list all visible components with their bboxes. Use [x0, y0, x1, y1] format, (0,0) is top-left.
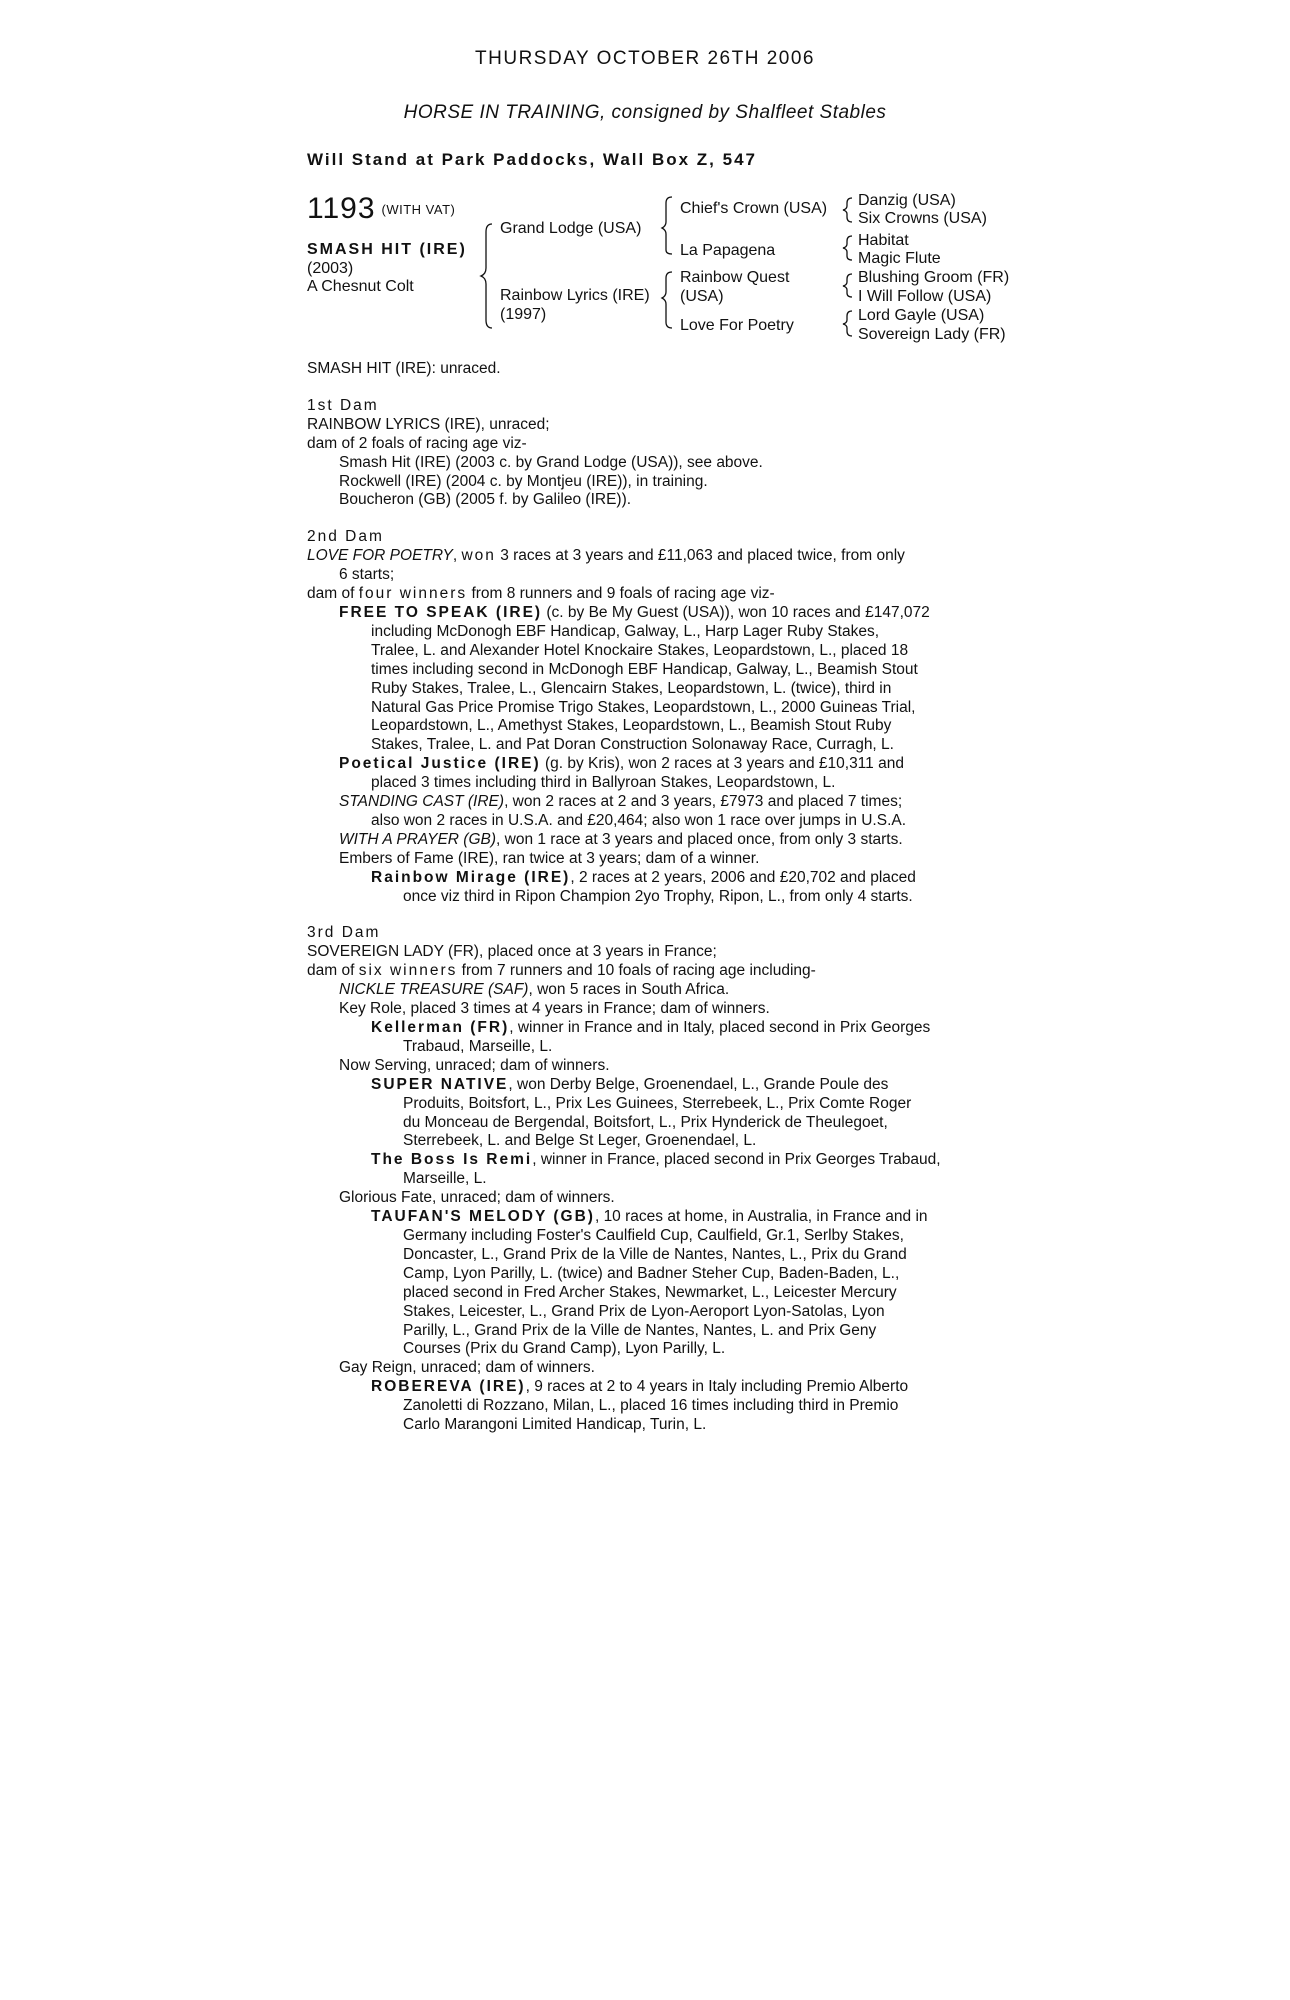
produce-entry: Rainbow Mirage (IRE), 2 races at 2 years, 2006 and £20,702 and placed	[371, 868, 916, 886]
race-summary: SMASH HIT (IRE): unraced.	[307, 360, 501, 377]
vat-note: (WITH VAT)	[381, 202, 456, 217]
second-dam-line: 6 starts;	[339, 566, 395, 584]
pedigree-g3-5: Blushing Groom (FR)	[858, 269, 1010, 286]
produce-entry: Kellerman (FR), winner in France and in Italy, placed second in Prix Georges	[371, 1019, 931, 1036]
produce-detail: Tralee, L. and Alexander Hotel Knockaire Stakes, Leopardstown, L., placed 18	[371, 641, 909, 659]
produce-entry: Embers of Fame (IRE), ran twice at 3 years; dam of a winner.	[339, 849, 760, 867]
lot-number: 1193	[307, 192, 376, 225]
produce-entry: Rockwell (IRE) (2004 c. by Montjeu (IRE)), in training.	[339, 472, 708, 490]
produce-detail: Natural Gas Price Promise Trigo Stakes, Leopardstown, L., 2000 Guineas Trial,	[371, 698, 916, 716]
pedigree-dam-line-2: (1997)	[500, 306, 547, 323]
produce-detail: Stakes, Tralee, L. and Pat Doran Construction Solonaway Race, Curragh, L.	[371, 736, 894, 754]
pedigree-sire-sire: Chief's Crown (USA)	[680, 200, 828, 217]
pedigree-dam-sire-line-1: Rainbow Quest	[680, 269, 790, 286]
pedigree-dam-sire-line-2: (USA)	[680, 288, 724, 305]
second-dam-line: dam of four winners from 8 runners and 9 foals of racing age viz-	[307, 585, 775, 603]
produce-detail: Stakes, Leicester, L., Grand Prix de Lyon-Aeroport Lyon-Satolas, Lyon	[403, 1302, 885, 1320]
third-dam-line: dam of six winners from 7 runners and 10 foals of racing age including-	[307, 962, 816, 980]
first-dam-line: dam of 2 foals of racing age viz-	[307, 434, 527, 452]
produce-entry: Glorious Fate, unraced; dam of winners.	[339, 1189, 615, 1207]
produce-entry: SUPER NATIVE, won Derby Belge, Groenendael, L., Grande Poule des	[371, 1075, 889, 1093]
first-dam-heading: 1st Dam	[307, 396, 379, 414]
third-dam-line: SOVEREIGN LADY (FR), placed once at 3 years in France;	[307, 943, 717, 961]
produce-detail: Zanoletti di Rozzano, Milan, L., placed 16 times including third in Premio	[403, 1397, 899, 1415]
produce-detail: Doncaster, L., Grand Prix de la Ville de Nantes, Nantes, L., Prix du Grand	[403, 1245, 907, 1263]
produce-entry: Smash Hit (IRE) (2003 c. by Grand Lodge (USA)), see above.	[339, 453, 763, 471]
produce-entry: STANDING CAST (IRE), won 2 races at 2 and 3 years, £7973 and placed 7 times;	[339, 793, 903, 811]
pedigree-g3-4: Magic Flute	[858, 250, 941, 267]
produce-detail: Leopardstown, L., Amethyst Stakes, Leopardstown, L., Beamish Stout Ruby	[371, 717, 892, 735]
produce-detail: once viz third in Ripon Champion 2yo Trophy, Ripon, L., from only 4 starts.	[403, 887, 913, 905]
produce-detail: times including second in McDonogh EBF Handicap, Galway, L., Beamish Stout	[371, 660, 918, 678]
first-dam-line: RAINBOW LYRICS (IRE), unraced;	[307, 415, 550, 433]
produce-detail: Courses (Prix du Grand Camp), Lyon Parilly, L.	[403, 1340, 726, 1358]
pedigree-brackets	[0, 0, 1290, 360]
produce-entry: NICKLE TREASURE (SAF), won 5 races in South Africa.	[339, 981, 730, 999]
produce-detail: including McDonogh EBF Handicap, Galway, L., Harp Lager Ruby Stakes,	[371, 622, 880, 640]
produce-detail: Ruby Stakes, Tralee, L., Glencairn Stakes, Leopardstown, L. (twice), third in	[371, 679, 892, 697]
produce-detail: also won 2 races in U.S.A. and £20,464; also won 1 race over jumps in U.S.A.	[371, 811, 907, 829]
third-dam-heading: 3rd Dam	[307, 924, 381, 942]
stand-location: Will Stand at Park Paddocks, Wall Box Z, 547	[307, 150, 757, 169]
produce-entry: ROBEREVA (IRE), 9 races at 2 to 4 years in Italy including Premio Alberto	[371, 1378, 909, 1396]
pedigree-g3-3: Habitat	[858, 232, 909, 249]
sale-date: THURSDAY OCTOBER 26TH 2006	[475, 48, 815, 69]
pedigree-dam-dam: Love For Poetry	[680, 317, 794, 334]
pedigree-g3-6: I Will Follow (USA)	[858, 288, 992, 305]
produce-detail: Camp, Lyon Parilly, L. (twice) and Badner Steher Cup, Baden-Baden, L.,	[403, 1264, 900, 1282]
second-dam-heading: 2nd Dam	[307, 528, 384, 546]
produce-entry: WITH A PRAYER (GB), won 1 race at 3 years and placed once, from only 3 starts.	[339, 830, 903, 848]
pedigree-sire-dam: La Papagena	[680, 242, 776, 259]
produce-detail: du Monceau de Bergendal, Boitsfort, L., Prix Hynderick de Theulegoet,	[403, 1113, 888, 1131]
foaling-year: (2003)	[307, 260, 354, 277]
produce-detail: placed 3 times including third in Ballyroan Stakes, Leopardstown, L.	[371, 774, 836, 792]
pedigree-g3-1: Danzig (USA)	[858, 192, 956, 209]
produce-entry: Gay Reign, unraced; dam of winners.	[339, 1359, 595, 1377]
pedigree-dam-line-1: Rainbow Lyrics (IRE)	[500, 287, 650, 304]
produce-detail: Marseille, L.	[403, 1170, 487, 1188]
produce-entry: Boucheron (GB) (2005 f. by Galileo (IRE)).	[339, 491, 632, 509]
produce-detail: Parilly, L., Grand Prix de la Ville de Nantes, Nantes, L. and Prix Geny	[403, 1321, 877, 1339]
produce-entry: FREE TO SPEAK (IRE) (c. by Be My Guest (USA)), won 10 races and £147,072	[339, 603, 930, 621]
catalogue-body	[307, 360, 1007, 1435]
second-dam-line: LOVE FOR POETRY, won 3 races at 3 years and £11,063 and placed twice, from only	[307, 547, 905, 565]
produce-entry: Key Role, placed 3 times at 4 years in France; dam of winners.	[339, 1000, 770, 1018]
horse-description: A Chesnut Colt	[307, 278, 414, 295]
pedigree-g3-8: Sovereign Lady (FR)	[858, 326, 1006, 343]
produce-detail: Germany including Foster's Caulfield Cup, Caulfield, Gr.1, Serlby Stakes,	[403, 1226, 904, 1244]
horse-name: SMASH HIT (IRE)	[307, 241, 467, 258]
produce-detail: placed second in Fred Archer Stakes, Newmarket, L., Leicester Mercury	[403, 1283, 897, 1301]
produce-entry: TAUFAN'S MELODY (GB), 10 races at home, in Australia, in France and in	[371, 1208, 928, 1226]
produce-detail: Trabaud, Marseille, L.	[403, 1037, 553, 1055]
produce-entry: Poetical Justice (IRE) (g. by Kris), won 2 races at 3 years and £10,311 and	[339, 755, 904, 773]
pedigree-g3-7: Lord Gayle (USA)	[858, 307, 985, 324]
produce-entry: Now Serving, unraced; dam of winners.	[339, 1056, 610, 1074]
produce-detail: Sterrebeek, L. and Belge St Leger, Groenendael, L.	[403, 1132, 757, 1150]
produce-entry: The Boss Is Remi, winner in France, placed second in Prix Georges Trabaud,	[371, 1151, 941, 1169]
consignment-line: HORSE IN TRAINING, consigned by Shalfleet Stables	[403, 102, 887, 123]
produce-detail: Carlo Marangoni Limited Handicap, Turin, L.	[403, 1416, 707, 1434]
pedigree-sire: Grand Lodge (USA)	[500, 220, 642, 237]
produce-detail: Produits, Boitsfort, L., Prix Les Guinees, Sterrebeek, L., Prix Comte Roger	[403, 1094, 912, 1112]
pedigree-g3-2: Six Crowns (USA)	[858, 210, 987, 227]
